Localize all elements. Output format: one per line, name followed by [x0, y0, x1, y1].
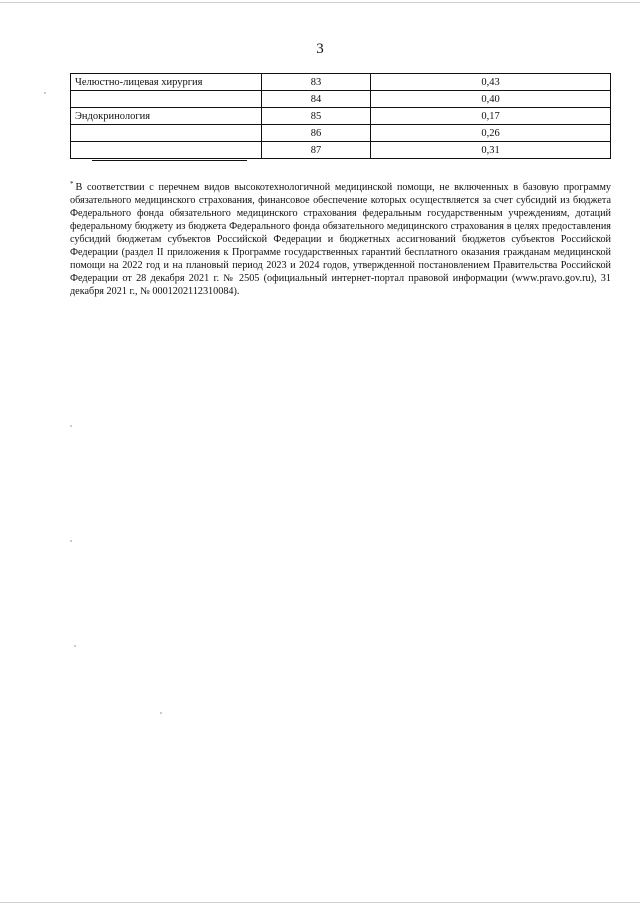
value-cell: 0,17 — [371, 108, 611, 125]
footnote-separator — [92, 160, 247, 161]
table-row — [71, 74, 611, 91]
code-cell: 83 — [262, 74, 371, 91]
code-cell: 87 — [262, 142, 371, 159]
profile-cell: Челюстно-лицевая хирургия — [71, 74, 262, 91]
profile-cell — [71, 91, 262, 108]
table-row — [71, 91, 611, 108]
footnote — [70, 178, 611, 298]
value-cell: 0,40 — [371, 91, 611, 108]
profile-cell: Эндокринология — [71, 108, 262, 125]
value-cell: 0,26 — [371, 125, 611, 142]
table-row — [71, 108, 611, 125]
footnote-marker: * — [70, 180, 74, 189]
scan-top-edge — [0, 2, 640, 3]
profile-cell — [71, 142, 262, 159]
scan-speck — [74, 645, 76, 647]
profile-cell — [71, 125, 262, 142]
code-cell: 86 — [262, 125, 371, 142]
scan-speck — [160, 712, 162, 714]
footnote-text: В соответствии с перечнем видов высокотехнологичной медицинской помощи, не включенных в базовую программу обязательного медицинского страхования, финансовое обеспечение которых осуществляется за счет субсидий из бюджета Федерального фонда обязательного медицинского страхования федеральным государственным учреждениям, дотаций федеральному бюджету из бюджета Федерального фонда обязательного медицинского страхования в целях предоставления субсидий бюджетам субъектов Российской Федерации и бюджетных ассигнований бюджетов субъектов Российской Федерации (раздел II приложения к Программе государственных гарантий бесплатного оказания гражданам медицинской помощи на 2022 год и на плановый период 2023 и 2024 годов, утвержденной постановлением Правительства Российской Федерации от 28 декабря 2021 г. № 2505 (официальный интернет-портал правовой информации (www.pravo.gov.ru), 31 декабря 2021 г., № 0001202112310084). — [70, 182, 611, 298]
code-cell: 85 — [262, 108, 371, 125]
scan-bottom-edge — [0, 902, 640, 903]
coefficients-table — [70, 73, 611, 159]
scan-speck — [44, 92, 46, 94]
scan-speck — [70, 425, 72, 427]
value-cell: 0,31 — [371, 142, 611, 159]
page-number: 3 — [316, 41, 324, 57]
value-cell: 0,43 — [371, 74, 611, 91]
table-row — [71, 142, 611, 159]
table-row — [71, 125, 611, 142]
code-cell: 84 — [262, 91, 371, 108]
scan-speck — [70, 540, 72, 542]
